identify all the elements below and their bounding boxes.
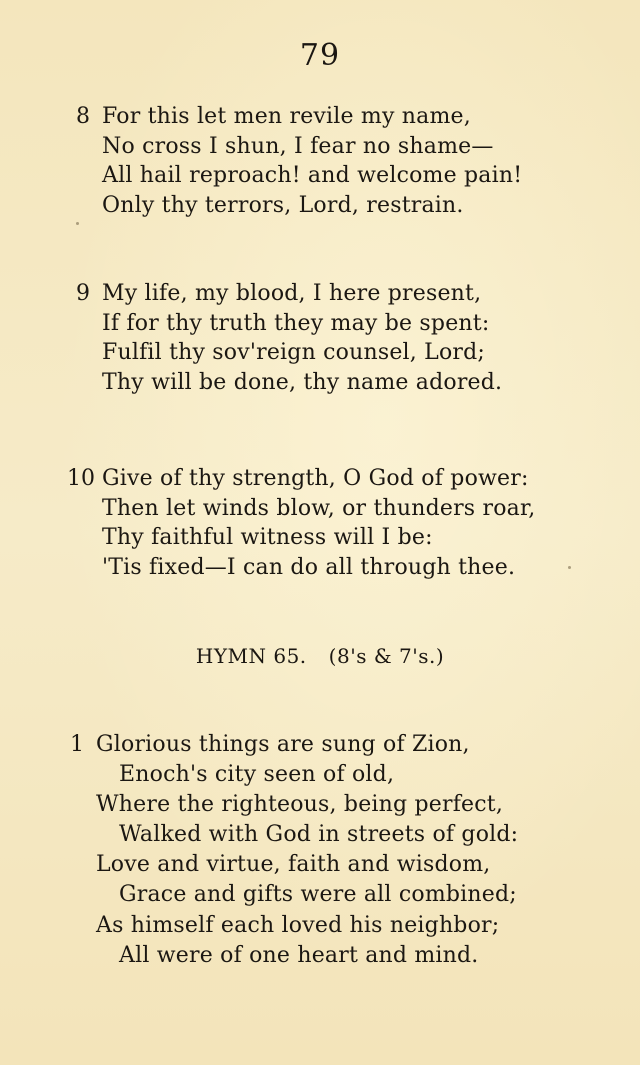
verse-line: No cross I shun, I fear no shame— xyxy=(102,134,494,159)
hymn-title: HYMN 65. xyxy=(195,644,307,668)
verse-line: Give of thy strength, O God of power: xyxy=(102,466,529,491)
paper-speck xyxy=(568,566,571,569)
verse-line: Only thy terrors, Lord, restrain. xyxy=(102,193,464,218)
verse-line: Fulfil thy sov'reign counsel, Lord; xyxy=(102,340,486,365)
verse-line: All hail reproach! and welcome pain! xyxy=(102,163,523,188)
verse-line: Thy will be done, thy name adored. xyxy=(102,370,503,395)
hymn-heading xyxy=(0,644,640,668)
verse-line: Where the righteous, being perfect, xyxy=(96,792,504,817)
verse-line: My life, my blood, I here present, xyxy=(102,281,482,306)
verse-line: For this let men revile my name, xyxy=(102,104,471,129)
verse-line: Enoch's city seen of old, xyxy=(119,762,395,787)
verse-line: Then let winds blow, or thunders roar, xyxy=(102,496,536,521)
verse-line: Walked with God in streets of gold: xyxy=(119,822,519,847)
verse-line: All were of one heart and mind. xyxy=(119,943,479,968)
hymn-meter: (8's & 7's.) xyxy=(328,644,445,668)
verse-line: Glorious things are sung of Zion, xyxy=(96,732,470,757)
stanza-number: 8 xyxy=(76,104,90,129)
verse-line: Grace and gifts were all combined; xyxy=(119,882,517,907)
page-number: 79 xyxy=(299,38,341,73)
verse-line: Love and virtue, faith and wisdom, xyxy=(96,852,491,877)
verse-line: As himself each loved his neighbor; xyxy=(96,913,500,938)
stanza-number: 1 xyxy=(70,732,84,757)
stanza-number: 9 xyxy=(76,281,90,306)
stanza-number: 10 xyxy=(67,466,95,491)
verse-line: Thy faithful witness will I be: xyxy=(102,525,433,550)
verse-line: 'Tis fixed—I can do all through thee. xyxy=(102,555,516,580)
paper-speck xyxy=(76,222,79,225)
verse-line: If for thy truth they may be spent: xyxy=(102,311,490,336)
